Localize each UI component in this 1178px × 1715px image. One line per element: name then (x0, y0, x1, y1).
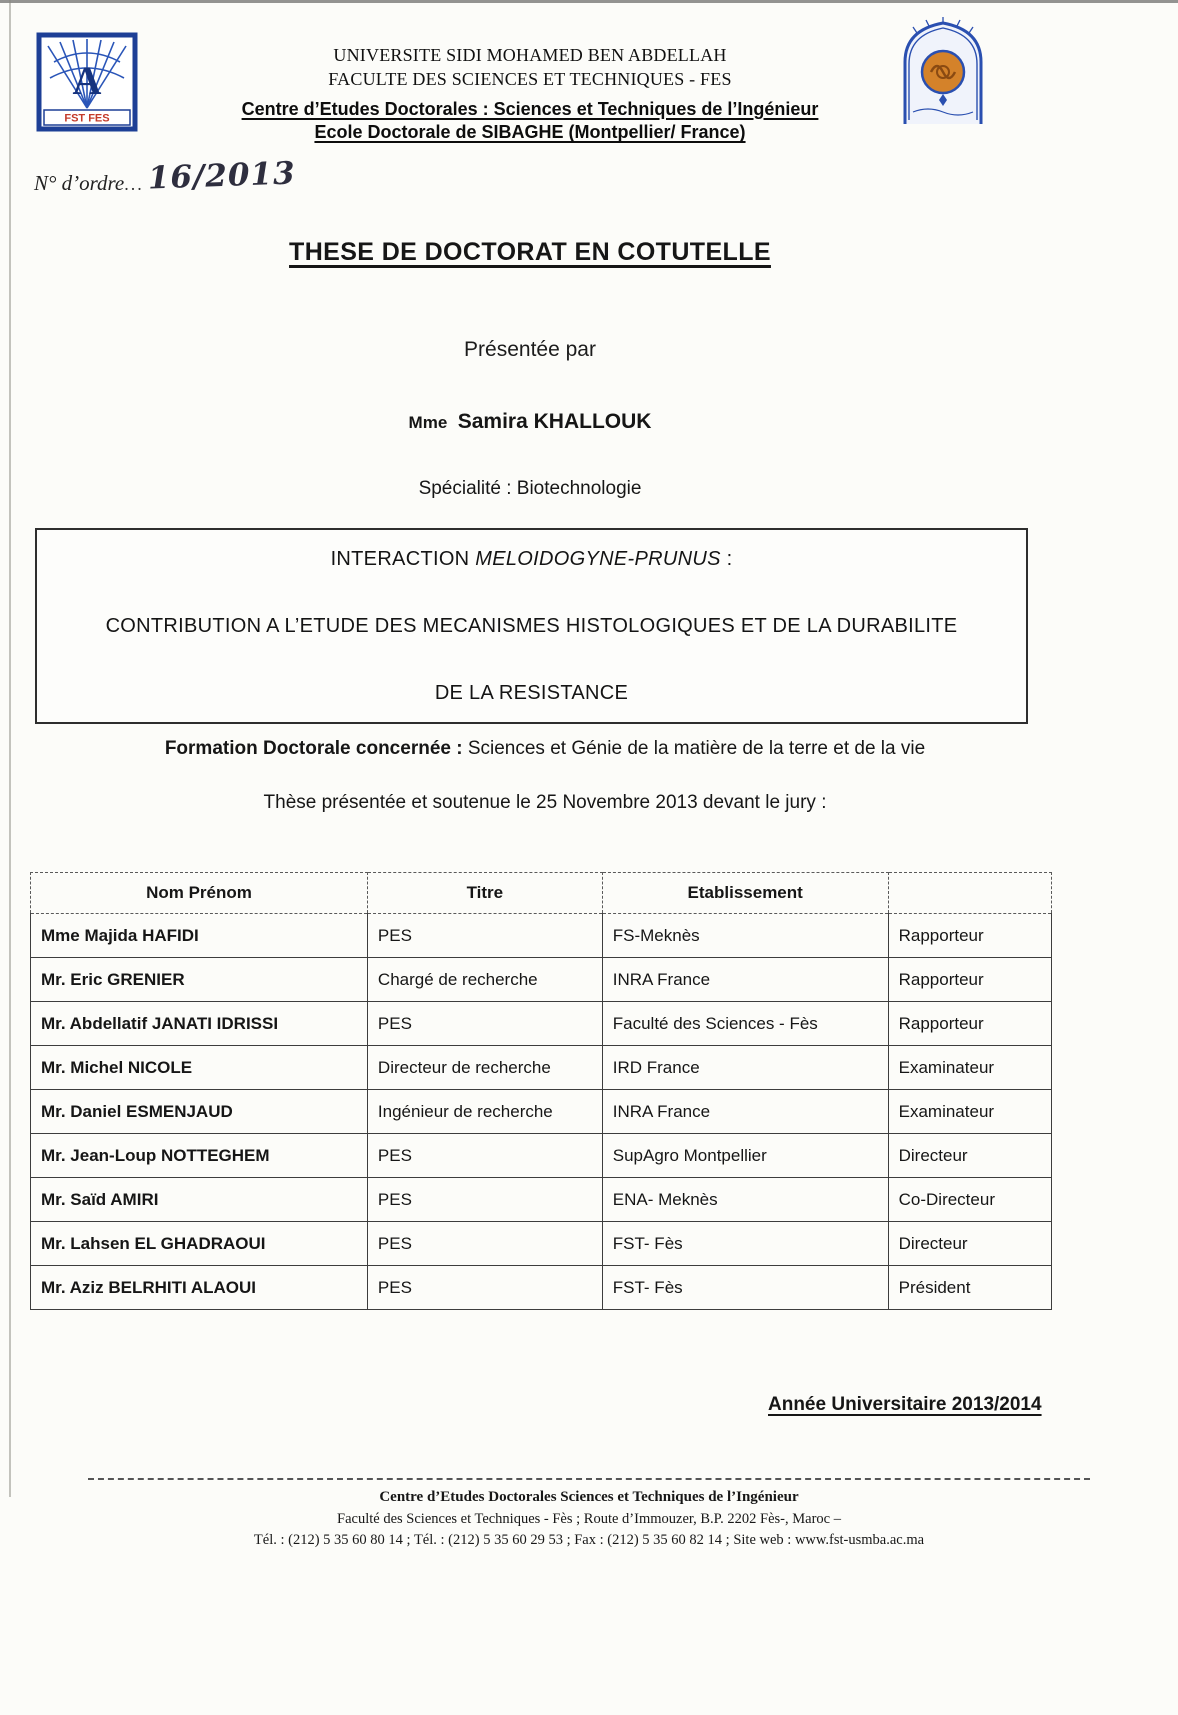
order-number-handwritten-value: 16/2013 (147, 155, 297, 197)
jury-member-name: Mr. Daniel ESMENJAUD (31, 1090, 368, 1134)
footer (40, 1486, 1138, 1552)
jury-member-name: Mr. Jean-Loup NOTTEGHEM (31, 1134, 368, 1178)
jury-member-title: PES (367, 1178, 602, 1222)
author-line (0, 410, 1060, 434)
jury-member-title: PES (367, 1222, 602, 1266)
col-header-role (888, 873, 1051, 914)
institution-header (160, 44, 900, 145)
jury-member-role: Rapporteur (888, 914, 1051, 958)
jury-member-title: PES (367, 1266, 602, 1310)
jury-member-institution: FST- Fès (602, 1266, 888, 1310)
presented-by-label: Présentée par (464, 338, 596, 361)
table-row (31, 1266, 1052, 1310)
table-row (31, 1002, 1052, 1046)
jury-member-name: Mr. Abdellatif JANATI IDRISSI (31, 1002, 368, 1046)
jury-member-title: Chargé de recherche (367, 958, 602, 1002)
footer-contacts: Tél. : (212) 5 35 60 80 14 ; Tél. : (212) 5 35 60 29 53 ; Fax : (212) 5 35 60 82 14 ; Site web : www.fst-usmba.ac.ma (253, 1532, 925, 1549)
jury-member-institution: INRA France (602, 958, 888, 1002)
jury-member-role: Président (888, 1266, 1051, 1310)
defense-date-line: Thèse présentée et soutenue le 25 Novembre 2013 devant le jury : (263, 792, 827, 813)
footer-center-name: Centre d’Etudes Doctorales Sciences et Techniques de l’Ingénieur (379, 1489, 799, 1505)
jury-member-title: PES (367, 1134, 602, 1178)
author-prefix: Mme (408, 413, 448, 432)
university-seal-svg (893, 16, 993, 128)
thesis-title-line2: CONTRIBUTION A L’ETUDE DES MECANISMES HISTOLOGIQUES ET DE LA DURABILITE (105, 615, 958, 637)
jury-member-name: Mr. Lahsen EL GHADRAOUI (31, 1222, 368, 1266)
jury-member-institution: FS-Meknès (602, 914, 888, 958)
scan-edge-top (0, 0, 1178, 3)
specialty-line: Spécialité : Biotechnologie (418, 478, 642, 499)
jury-member-institution: FST- Fès (602, 1222, 888, 1266)
jury-member-institution: Faculté des Sciences - Fès (602, 1002, 888, 1046)
faculty-name: FACULTE DES SCIENCES ET TECHNIQUES - FES (328, 68, 732, 89)
footer-divider (88, 1478, 1090, 1480)
thesis-title-line3: DE LA RESISTANCE (434, 682, 629, 704)
jury-member-name: Mr. Aziz BELRHITI ALAOUI (31, 1266, 368, 1310)
table-row (31, 914, 1052, 958)
svg-text:FST FES: FST FES (64, 112, 110, 125)
table-row (31, 1046, 1052, 1090)
jury-member-role: Examinateur (888, 1046, 1051, 1090)
jury-table (30, 872, 1052, 1310)
jury-member-title: PES (367, 914, 602, 958)
jury-member-role: Directeur (888, 1222, 1051, 1266)
jury-member-role: Co-Directeur (888, 1178, 1051, 1222)
document-title: THESE DE DOCTORAT EN COTUTELLE (289, 238, 771, 266)
doctoral-school-line: Ecole Doctorale de SIBAGHE (Montpellier/ France) (314, 122, 746, 143)
order-number-label: N° d’ordre (34, 171, 125, 195)
formation-text: Sciences et Génie de la matière de la terre et de la vie (462, 738, 926, 759)
table-row (31, 958, 1052, 1002)
table-row (31, 1134, 1052, 1178)
jury-member-role: Examinateur (888, 1090, 1051, 1134)
jury-member-title: PES (367, 1002, 602, 1046)
jury-member-institution: IRD France (602, 1046, 888, 1090)
jury-member-title: Ingénieur de recherche (367, 1090, 602, 1134)
jury-member-role: Rapporteur (888, 1002, 1051, 1046)
thesis-title-box (35, 528, 1028, 724)
col-header-institution: Etablissement (602, 873, 888, 914)
jury-member-name: Mr. Saïd AMIRI (31, 1178, 368, 1222)
jury-member-role: Rapporteur (888, 958, 1051, 1002)
species-name-italic: MELOIDOGYNE-PRUNUS (475, 548, 721, 570)
col-header-title: Titre (367, 873, 602, 914)
jury-member-name: Mr. Eric GRENIER (31, 958, 368, 1002)
table-row (31, 1222, 1052, 1266)
fst-fes-logo-icon (36, 32, 138, 132)
thesis-title-line1: INTERACTION MELOIDOGYNE-PRUNUS : (330, 548, 733, 570)
table-row (31, 1090, 1052, 1134)
university-name: UNIVERSITE SIDI MOHAMED BEN ABDELLAH (333, 45, 727, 65)
svg-text:A: A (72, 58, 102, 103)
academic-year: Année Universitaire 2013/2014 (768, 1394, 1042, 1415)
fst-fes-logo (36, 32, 138, 132)
doctoral-formation-line (0, 738, 1090, 760)
jury-member-institution: ENA- Meknès (602, 1178, 888, 1222)
jury-member-institution: INRA France (602, 1090, 888, 1134)
formation-label: Formation Doctorale concernée : (164, 738, 463, 759)
author-name: Samira KHALLOUK (457, 410, 652, 433)
university-seal-icon (893, 16, 993, 128)
footer-address: Faculté des Sciences et Techniques - Fès ; Route d’Immouzer, B.P. 2202 Fès-, Maroc – (337, 1510, 841, 1527)
col-header-name: Nom Prénom (31, 873, 368, 914)
doctoral-center-line: Centre d’Etudes Doctorales : Sciences et Techniques de l’Ingénieur (241, 98, 819, 119)
order-number-dots: ... (124, 174, 144, 194)
jury-header-row (31, 873, 1052, 914)
table-row (31, 1178, 1052, 1222)
jury-member-title: Directeur de recherche (367, 1046, 602, 1090)
order-number-line (34, 155, 297, 198)
jury-member-institution: SupAgro Montpellier (602, 1134, 888, 1178)
jury-member-role: Directeur (888, 1134, 1051, 1178)
jury-member-name: Mr. Michel NICOLE (31, 1046, 368, 1090)
jury-member-name: Mme Majida HAFIDI (31, 914, 368, 958)
